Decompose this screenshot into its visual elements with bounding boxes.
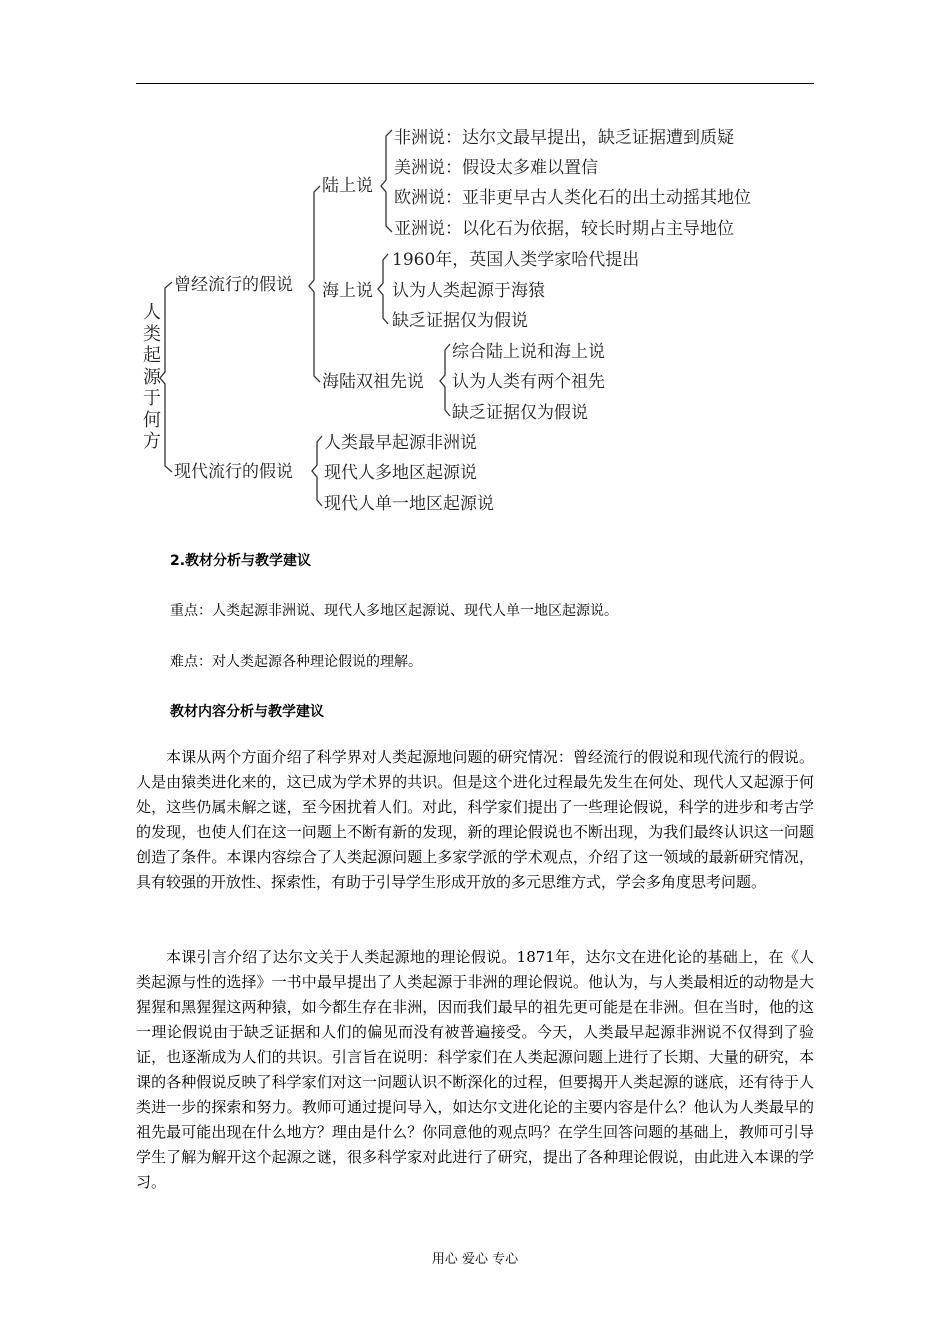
diagram-root-label: 人类起源于何方 bbox=[143, 302, 161, 452]
page-footer: 用心 爱心 专心 bbox=[431, 1252, 519, 1267]
land-theory-item: 欧洲说：亚非更早古人类化石的出土动摇其地位 bbox=[394, 188, 751, 208]
dual-ancestor-item: 缺乏证据仅为假说 bbox=[452, 403, 588, 423]
paragraph: 本课引言介绍了达尔文关于人类起源地的理论假说。1871年，达尔文在进化论的基础上，在《人类起源与性的选择》一书中最早提出了人类起源于非洲的理论假说。他认为，与人类最相近的动物是大猩猩和黑猩猩这两种猿，如今都生存在非洲，因而我们最早的祖先更可能是在非洲。但在当时，他的这一理论假说由于缺乏证据和人们的偏见而没有被普遍接受。今天，人类最早起源非洲说不仅得到了验证，也逐渐成为人们的共识。引言旨在说明：科学家们在人类起源问题上进行了长期、大量的研究，本课的各种假说反映了科学家们对这一问题认识不断深化的过程，但要揭开人类起源的谜底，还有待于人类进一步的探索和努力。教师可通过提问导入，如达尔文进化论的主要内容是什么？他认为人类最早的祖先最可能出现在什么地方？理由是什么？你同意他的观点吗？在学生回答问题的基础上，教师可引导学生了解为解开这个起源之谜，很多科学家对此进行了研究，提出了各种理论假说，由此进入本课的学习。 bbox=[136, 948, 814, 1191]
land-theory-item: 亚洲说：以化石为依据，较长时期占主导地位 bbox=[394, 219, 734, 239]
modern-theory-item: 人类最早起源非洲说 bbox=[324, 433, 477, 453]
dual-ancestor-label: 海陆双祖先说 bbox=[322, 372, 424, 392]
land-theory-label: 陆上说 bbox=[322, 176, 373, 196]
key-points: 重点：人类起源非洲说、现代人多地区起源说、现代人单一地区起源说。 bbox=[170, 603, 618, 619]
modern-theory-item: 现代人多地区起源说 bbox=[324, 463, 477, 483]
past-hypotheses-label: 曾经流行的假说 bbox=[174, 275, 293, 295]
land-theory-item: 非洲说：达尔文最早提出，缺乏证据遭到质疑 bbox=[394, 128, 734, 148]
dual-ancestor-item: 认为人类有两个祖先 bbox=[452, 372, 605, 392]
subheading: 教材内容分析与教学建议 bbox=[170, 704, 324, 720]
modern-hypotheses-label: 现代流行的假说 bbox=[174, 462, 293, 482]
modern-theory-item: 现代人单一地区起源说 bbox=[324, 494, 494, 514]
section-heading: 2.教材分析与教学建议 bbox=[170, 553, 312, 569]
dual-ancestor-item: 综合陆上说和海上说 bbox=[452, 342, 605, 362]
difficulty: 难点：对人类起源各种理论假说的理解。 bbox=[170, 654, 422, 670]
sea-theory-item: 1960年，英国人类学家哈代提出 bbox=[392, 250, 640, 270]
land-theory-item: 美洲说：假设太多难以置信 bbox=[394, 158, 598, 178]
sea-theory-item: 缺乏证据仅为假说 bbox=[392, 311, 528, 331]
sea-theory-label: 海上说 bbox=[322, 281, 373, 301]
paragraph: 本课从两个方面介绍了科学界对人类起源地问题的研究情况：曾经流行的假说和现代流行的假说。人是由猿类进化来的，这已成为学术界的共识。但是这个进化过程最先发生在何处、现代人又起源于何处，这些仍属未解之谜，至今困扰着人们。对此，科学家们提出了一些理论假说，科学的进步和考古学的发现，也使人们在这一问题上不断有新的发现，新的理论假说也不断出现，为我们最终认识这一问题创造了条件。本课内容综合了人类起源问题上多家学派的学术观点，介绍了这一领域的最新研究情况，具有较强的开放性、探索性，有助于引导学生形成开放的多元思维方式，学会多角度思考问题。 bbox=[136, 748, 814, 891]
sea-theory-item: 认为人类起源于海猿 bbox=[392, 281, 545, 301]
diagram-brackets bbox=[0, 0, 950, 540]
